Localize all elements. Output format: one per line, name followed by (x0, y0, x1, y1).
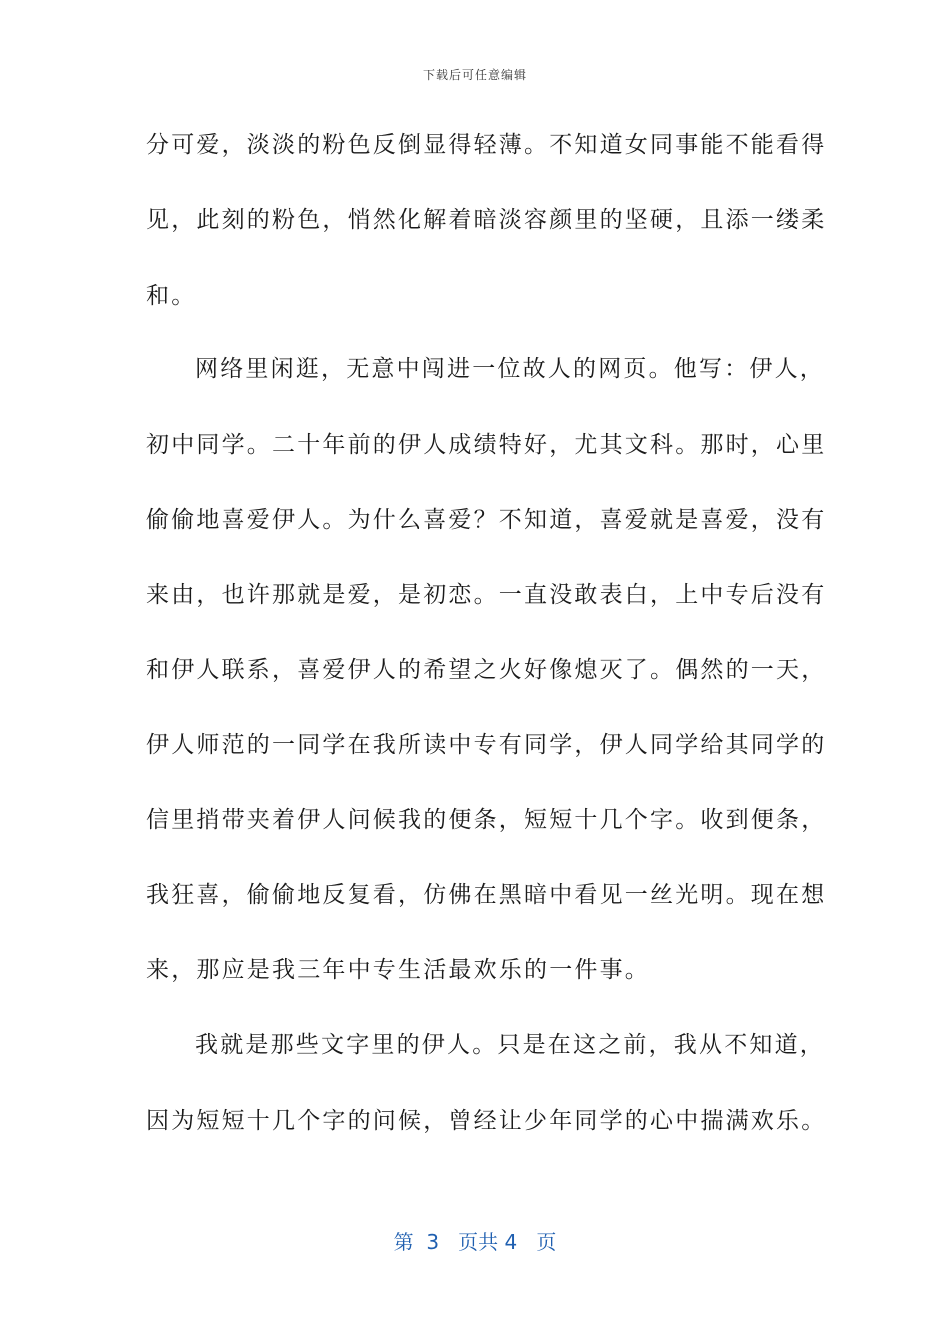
body-line: 伊人师范的一同学在我所读中专有同学，伊人同学给其同学的 (146, 732, 827, 758)
body-line: 信里捎带夹着伊人问候我的便条，短短十几个字。收到便条， (146, 807, 827, 833)
body-line: 来由，也许那就是爱，是初恋。一直没敢表白，上中专后没有 (146, 582, 827, 608)
body-line: 和伊人联系，喜爱伊人的希望之火好像熄灭了。偶然的一天， (146, 657, 827, 683)
body-line: 分可爱，淡淡的粉色反倒显得轻薄。不知道女同事能不能看得 (146, 132, 827, 158)
body-line: 来，那应是我三年中专生活最欢乐的一件事。 (146, 957, 650, 983)
page-number-footer: 第 3 页共 4 页 (393, 1230, 557, 1254)
paragraph-start-line: 我就是那些文字里的伊人。只是在这之前，我从不知道， (195, 1032, 825, 1058)
body-line: 见，此刻的粉色，悄然化解着暗淡容颜里的坚硬，且添一缕柔 (146, 207, 827, 233)
page-header: 下载后可任意编辑 (422, 68, 527, 82)
body-line: 和。 (146, 283, 197, 309)
paragraph-start-line: 网络里闲逛，无意中闯进一位故人的网页。他写：伊人， (195, 356, 825, 382)
body-line: 初中同学。二十年前的伊人成绩特好，尤其文科。那时，心里 (146, 432, 827, 458)
body-line: 偷偷地喜爱伊人。为什么喜爱？不知道，喜爱就是喜爱，没有 (146, 507, 827, 533)
body-line: 因为短短十几个字的问候，曾经让少年同学的心中揣满欢乐。 (146, 1108, 827, 1134)
body-line: 我狂喜，偷偷地反复看，仿佛在黑暗中看见一丝光明。现在想 (146, 882, 827, 908)
